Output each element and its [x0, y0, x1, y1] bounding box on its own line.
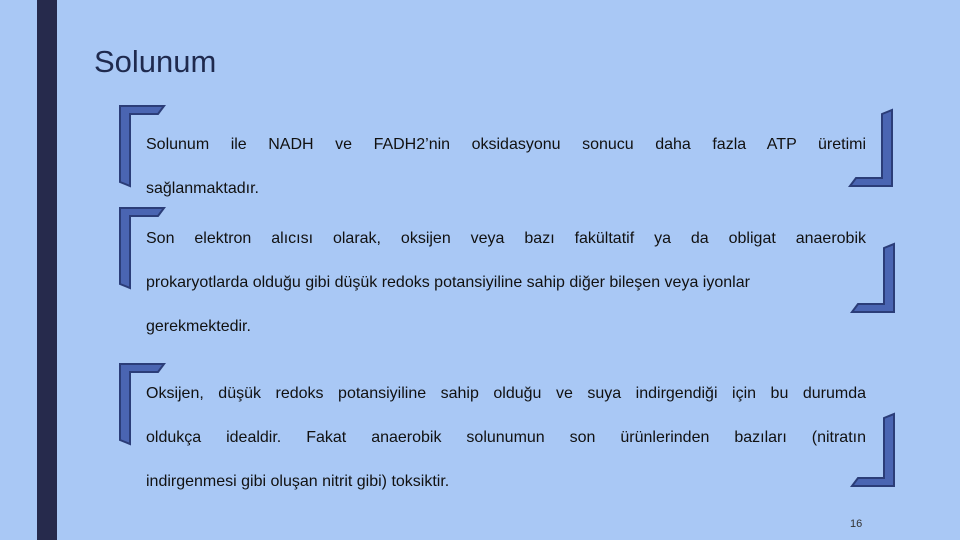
paragraph-line: sağlanmaktadır. — [146, 180, 259, 197]
bracket-bottom-right-icon — [850, 412, 896, 488]
paragraph-line: oldukça idealdir. Fakat anaerobik solunumun son ürünlerinden bazıları (nitratın — [146, 429, 866, 446]
paragraph-line: Solunum ile NADH ve FADH2’nin oksidasyonu sonucu daha fazla ATP üretimi — [146, 136, 866, 153]
paragraph-line: indirgenmesi gibi oluşan nitrit gibi) toksiktir. — [146, 473, 450, 490]
page-number: 16 — [850, 518, 863, 530]
paragraph-line: Son elektron alıcısı olarak, oksijen veya bazı fakültatif ya da obligat anaerobik — [146, 230, 866, 247]
paragraph-line: Oksijen, düşük redoks potansiyiline sahip olduğu ve suya indirgendiği için bu durumda — [146, 385, 866, 402]
bracket-bottom-right-icon — [850, 242, 896, 314]
paragraph-2 — [146, 217, 866, 349]
paragraph-3 — [146, 372, 866, 504]
paragraph-1 — [146, 123, 866, 211]
slide-title: Solunum — [94, 44, 217, 79]
paragraph-line: gerekmektedir. — [146, 318, 251, 335]
left-accent-bar — [37, 0, 57, 540]
bracket-bottom-right-icon — [848, 108, 894, 188]
paragraph-line: prokaryotlarda olduğu gibi düşük redoks potansiyiline sahip diğer bileşen veya iyonlar — [146, 274, 750, 291]
